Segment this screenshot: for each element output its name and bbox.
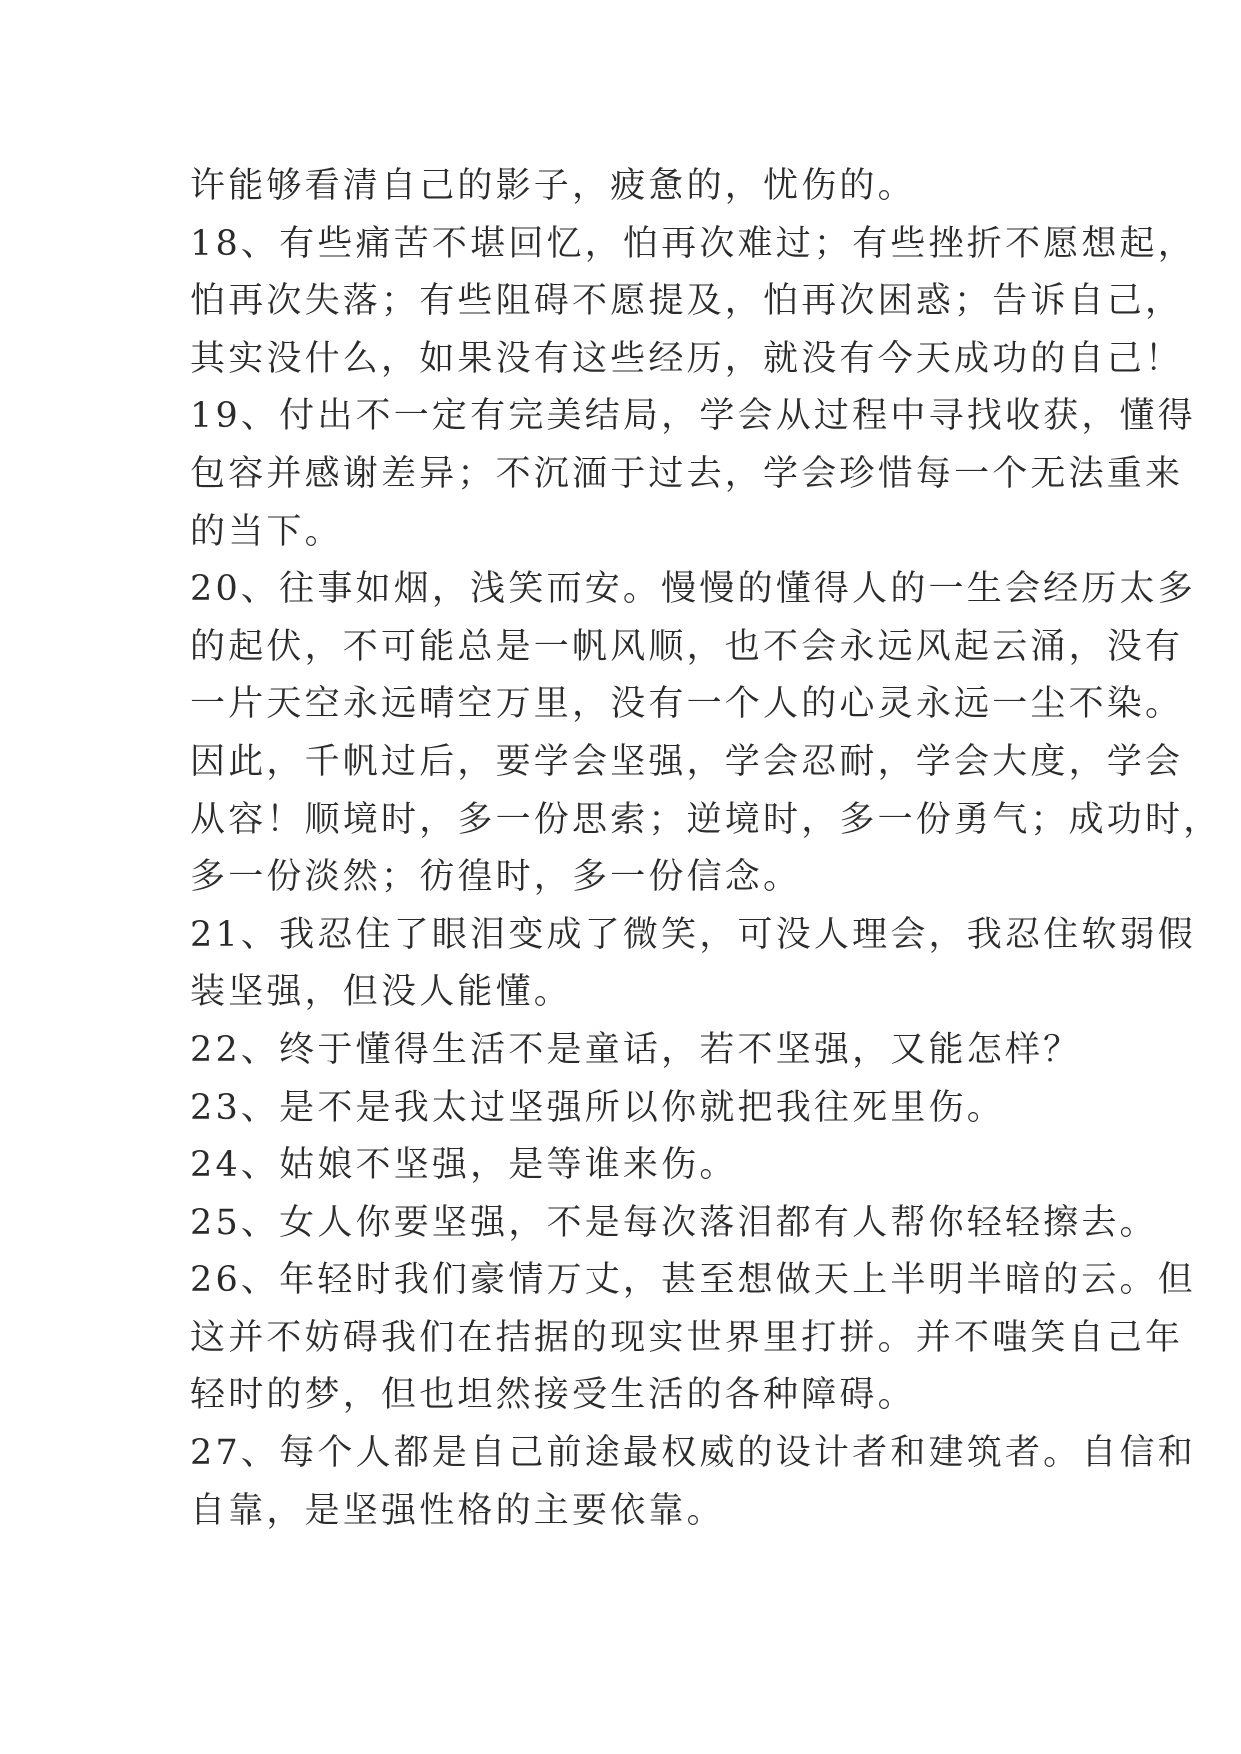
- text-line: 21、我忍住了眼泪变成了微笑，可没人理会，我忍住软弱假: [190, 914, 1196, 955]
- text-line: 的当下。: [190, 511, 343, 552]
- text-line: 23、是不是我太过坚强所以你就把我往死里伤。: [190, 1087, 1005, 1128]
- body-text: [190, 158, 1222, 1540]
- text-line: 包容并感谢差异；不沉湎于过去，学会珍惜每一个无法重来: [190, 453, 1184, 494]
- text-line: 25、女人你要坚强，不是每次落泪都有人帮你轻轻擦去。: [190, 1202, 1158, 1243]
- text-line: 一片天空永远晴空万里，没有一个人的心灵永远一尘不染。: [190, 684, 1184, 725]
- text-line: 多一份淡然；彷徨时，多一份信念。: [190, 857, 802, 898]
- text-line: 怕再次失落；有些阻碍不愿提及，怕再次困惑；告诉自己，: [190, 281, 1184, 322]
- text-line: 其实没什么，如果没有这些经历，就没有今天成功的自己！: [190, 338, 1184, 379]
- text-line: 从容！顺境时，多一份思索；逆境时，多一份勇气；成功时，: [190, 799, 1222, 840]
- text-line: 的起伏，不可能总是一帆风顺，也不会永远风起云涌，没有: [190, 626, 1184, 667]
- text-line: 18、有些痛苦不堪回忆，怕再次难过；有些挫折不愿想起，: [190, 223, 1196, 264]
- text-line: 20、往事如烟，浅笑而安。慢慢的懂得人的一生会经历太多: [190, 569, 1196, 610]
- text-line: 19、付出不一定有完美结局，学会从过程中寻找收获，懂得: [190, 396, 1196, 437]
- text-line: 27、每个人都是自己前途最权威的设计者和建筑者。自信和: [190, 1433, 1196, 1474]
- text-line: 许能够看清自己的影子，疲惫的，忧伤的。: [190, 166, 916, 206]
- text-line: 轻时的梦，但也坦然接受生活的各种障碍。: [190, 1375, 916, 1416]
- text-line: 22、终于懂得生活不是童话，若不坚强，又能怎样？: [190, 1029, 1082, 1070]
- text-line: 自靠，是坚强性格的主要依靠。: [190, 1490, 725, 1531]
- text-line: 因此，千帆过后，要学会坚强，学会忍耐，学会大度，学会: [190, 741, 1184, 782]
- text-line: 24、姑娘不坚强，是等谁来伤。: [190, 1145, 738, 1186]
- text-line: 这并不妨碍我们在拮据的现实世界里打拼。并不嗤笑自己年: [190, 1317, 1184, 1358]
- text-line: 26、年轻时我们豪情万丈，甚至想做天上半明半暗的云。但: [190, 1260, 1196, 1301]
- text-line: 装坚强，但没人能懂。: [190, 972, 573, 1013]
